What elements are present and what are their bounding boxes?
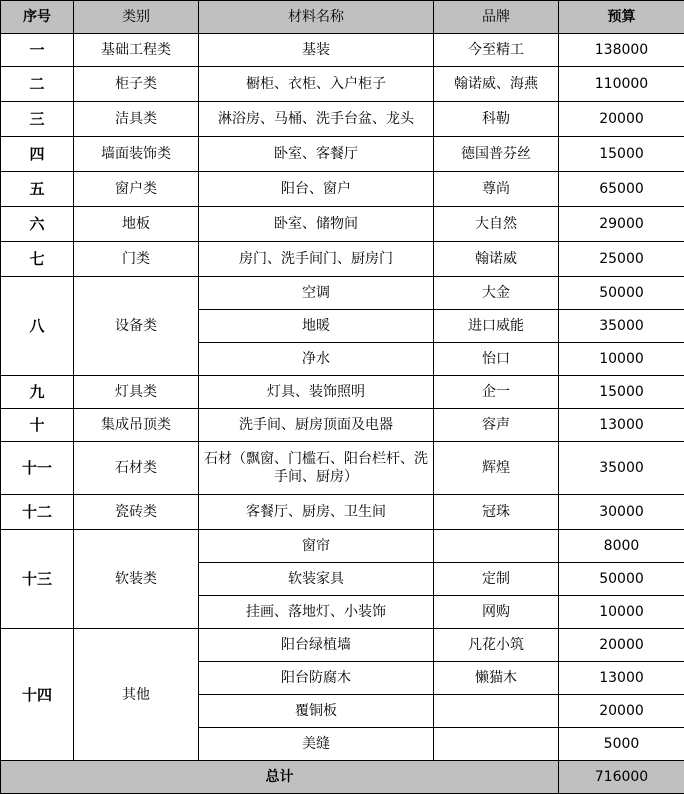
cell-material: 淋浴房、马桶、洗手台盆、龙头 bbox=[199, 102, 434, 137]
cell-material: 阳台绿植墙 bbox=[199, 629, 434, 662]
cell-category: 其他 bbox=[74, 629, 199, 761]
table-row bbox=[1, 67, 684, 102]
cell-budget: 50000 bbox=[559, 277, 684, 310]
cell-brand: 科勒 bbox=[434, 102, 559, 137]
cell-seq: 十三 bbox=[1, 530, 74, 629]
header-budget: 预算 bbox=[559, 1, 684, 34]
cell-material: 客餐厅、厨房、卫生间 bbox=[199, 495, 434, 530]
cell-budget: 13000 bbox=[559, 409, 684, 442]
table-row bbox=[1, 629, 684, 662]
cell-brand bbox=[434, 530, 559, 563]
cell-seq: 十一 bbox=[1, 442, 74, 495]
cell-material: 地暖 bbox=[199, 310, 434, 343]
cell-material: 洗手间、厨房顶面及电器 bbox=[199, 409, 434, 442]
cell-material: 石材（飘窗、门槛石、阳台栏杆、洗手间、厨房） bbox=[199, 442, 434, 495]
cell-seq: 十二 bbox=[1, 495, 74, 530]
cell-material: 美缝 bbox=[199, 728, 434, 761]
cell-budget: 10000 bbox=[559, 343, 684, 376]
cell-category: 瓷砖类 bbox=[74, 495, 199, 530]
header-category: 类别 bbox=[74, 1, 199, 34]
header-material: 材料名称 bbox=[199, 1, 434, 34]
cell-category: 地板 bbox=[74, 207, 199, 242]
cell-budget: 20000 bbox=[559, 695, 684, 728]
total-row bbox=[1, 761, 684, 794]
cell-seq: 六 bbox=[1, 207, 74, 242]
cell-material: 卧室、客餐厅 bbox=[199, 137, 434, 172]
cell-budget: 30000 bbox=[559, 495, 684, 530]
cell-brand: 大自然 bbox=[434, 207, 559, 242]
cell-budget: 35000 bbox=[559, 310, 684, 343]
cell-seq: 七 bbox=[1, 242, 74, 277]
cell-category: 灯具类 bbox=[74, 376, 199, 409]
cell-material: 基装 bbox=[199, 34, 434, 67]
cell-category: 石材类 bbox=[74, 442, 199, 495]
cell-category: 设备类 bbox=[74, 277, 199, 376]
cell-budget: 15000 bbox=[559, 376, 684, 409]
cell-brand: 定制 bbox=[434, 563, 559, 596]
cell-material: 灯具、装饰照明 bbox=[199, 376, 434, 409]
cell-budget: 20000 bbox=[559, 629, 684, 662]
header-seq: 序号 bbox=[1, 1, 74, 34]
total-value: 716000 bbox=[559, 761, 684, 794]
cell-category: 窗户类 bbox=[74, 172, 199, 207]
cell-budget: 110000 bbox=[559, 67, 684, 102]
cell-brand: 翰诺威 bbox=[434, 242, 559, 277]
table-body bbox=[1, 34, 684, 761]
cell-category: 基础工程类 bbox=[74, 34, 199, 67]
total-label: 总计 bbox=[1, 761, 559, 794]
cell-seq: 十四 bbox=[1, 629, 74, 761]
cell-budget: 25000 bbox=[559, 242, 684, 277]
cell-material: 卧室、储物间 bbox=[199, 207, 434, 242]
cell-budget: 35000 bbox=[559, 442, 684, 495]
table-row bbox=[1, 409, 684, 442]
cell-brand bbox=[434, 695, 559, 728]
table-row bbox=[1, 242, 684, 277]
cell-brand: 网购 bbox=[434, 596, 559, 629]
table-row bbox=[1, 277, 684, 310]
cell-seq: 十 bbox=[1, 409, 74, 442]
cell-material: 阳台防腐木 bbox=[199, 662, 434, 695]
header-brand: 品牌 bbox=[434, 1, 559, 34]
cell-material: 空调 bbox=[199, 277, 434, 310]
cell-budget: 13000 bbox=[559, 662, 684, 695]
cell-budget: 65000 bbox=[559, 172, 684, 207]
table-row bbox=[1, 442, 684, 495]
cell-category: 门类 bbox=[74, 242, 199, 277]
cell-category: 软装类 bbox=[74, 530, 199, 629]
cell-brand: 容声 bbox=[434, 409, 559, 442]
cell-budget: 138000 bbox=[559, 34, 684, 67]
cell-material: 覆铜板 bbox=[199, 695, 434, 728]
cell-seq: 九 bbox=[1, 376, 74, 409]
cell-material: 房门、洗手间门、厨房门 bbox=[199, 242, 434, 277]
table-row bbox=[1, 172, 684, 207]
table-row bbox=[1, 495, 684, 530]
table-row bbox=[1, 137, 684, 172]
cell-material: 挂画、落地灯、小装饰 bbox=[199, 596, 434, 629]
cell-brand: 辉煌 bbox=[434, 442, 559, 495]
table-row bbox=[1, 34, 684, 67]
cell-category: 墙面装饰类 bbox=[74, 137, 199, 172]
table-row bbox=[1, 207, 684, 242]
table-row bbox=[1, 102, 684, 137]
cell-brand: 尊尚 bbox=[434, 172, 559, 207]
cell-brand: 企一 bbox=[434, 376, 559, 409]
cell-budget: 15000 bbox=[559, 137, 684, 172]
cell-budget: 10000 bbox=[559, 596, 684, 629]
cell-brand: 今至精工 bbox=[434, 34, 559, 67]
cell-category: 洁具类 bbox=[74, 102, 199, 137]
cell-brand: 冠珠 bbox=[434, 495, 559, 530]
cell-category: 柜子类 bbox=[74, 67, 199, 102]
cell-brand: 进口威能 bbox=[434, 310, 559, 343]
cell-seq: 四 bbox=[1, 137, 74, 172]
table-row bbox=[1, 376, 684, 409]
cell-material: 阳台、窗户 bbox=[199, 172, 434, 207]
cell-seq: 二 bbox=[1, 67, 74, 102]
cell-budget: 50000 bbox=[559, 563, 684, 596]
cell-material: 窗帘 bbox=[199, 530, 434, 563]
cell-seq: 五 bbox=[1, 172, 74, 207]
cell-brand: 懒猫木 bbox=[434, 662, 559, 695]
cell-material: 净水 bbox=[199, 343, 434, 376]
cell-brand bbox=[434, 728, 559, 761]
cell-brand: 翰诺威、海燕 bbox=[434, 67, 559, 102]
cell-seq: 八 bbox=[1, 277, 74, 376]
cell-budget: 29000 bbox=[559, 207, 684, 242]
cell-material: 软装家具 bbox=[199, 563, 434, 596]
cell-brand: 凡花小筑 bbox=[434, 629, 559, 662]
cell-budget: 8000 bbox=[559, 530, 684, 563]
table-header-row bbox=[1, 1, 684, 34]
cell-budget: 5000 bbox=[559, 728, 684, 761]
cell-seq: 一 bbox=[1, 34, 74, 67]
cell-budget: 20000 bbox=[559, 102, 684, 137]
cell-material: 橱柜、衣柜、入户柜子 bbox=[199, 67, 434, 102]
cell-brand: 怡口 bbox=[434, 343, 559, 376]
cell-category: 集成吊顶类 bbox=[74, 409, 199, 442]
cell-brand: 大金 bbox=[434, 277, 559, 310]
table-row bbox=[1, 530, 684, 563]
cell-seq: 三 bbox=[1, 102, 74, 137]
cell-brand: 德国普芬丝 bbox=[434, 137, 559, 172]
